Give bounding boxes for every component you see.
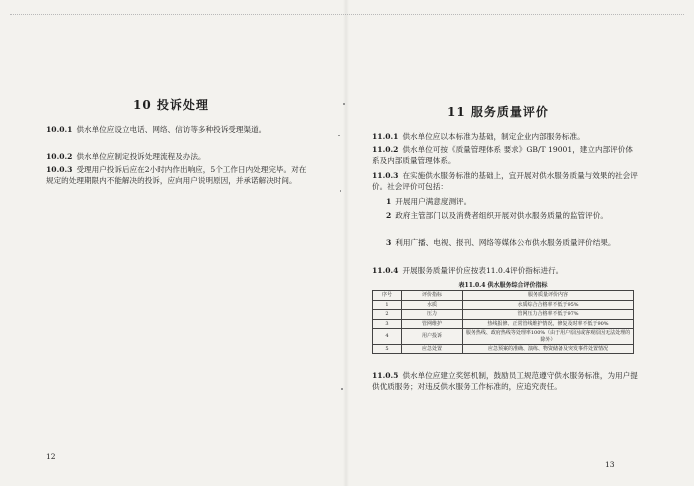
- scan-speck: [343, 103, 345, 105]
- list-item-1: [372, 196, 640, 207]
- clause-11-0-2: [372, 144, 640, 166]
- table-cell: 5: [373, 345, 402, 354]
- clause-text: 开展服务质量评价应按表11.0.4评价指标进行。: [402, 266, 564, 275]
- clause-number: 11.0.5: [372, 371, 399, 380]
- clause-text: 供水单位应制定投诉处理流程及办法。: [76, 152, 206, 161]
- list-text: 开展用户满意度测评。: [395, 197, 472, 206]
- list-text: 利用广播、电视、报刊、网络等媒体公布供水服务质量评价结果。: [395, 238, 616, 247]
- scan-speck: [338, 135, 340, 136]
- clause-number: 10.0.3: [46, 165, 73, 174]
- table-cell: 管网维护: [402, 319, 463, 328]
- table-cell: 用户投诉: [402, 329, 463, 345]
- list-number: 3: [386, 238, 392, 247]
- scan-speck: [340, 190, 341, 192]
- table-row: [373, 329, 634, 345]
- page-number-right: 13: [605, 460, 615, 469]
- list-item-3: [372, 237, 640, 248]
- evaluation-table: [372, 290, 634, 354]
- clause-text: 在实施供水服务标准的基础上，宜开展对供水服务质量与效果的社会评价。社会评价可包括：: [372, 171, 638, 191]
- table-row: [373, 301, 634, 310]
- clause-text: 供水单位应以本标准为基础，制定企业内部服务标准。: [402, 132, 585, 141]
- clause-10-0-2: [46, 151, 308, 162]
- table-cell: 服务热线、政府热线等处理率100%（由于用户原因或客观原因无法处理的除外）: [463, 329, 634, 345]
- clause-number: 10.0.2: [46, 152, 73, 161]
- scan-speck: [341, 388, 343, 390]
- header-cell: 服务质量评价内容: [463, 291, 634, 301]
- table-cell: 水质综合合格率不低于95%: [463, 301, 634, 310]
- list-text: 政府主管部门以及消费者组织开展对供水服务质量的监管评价。: [395, 211, 608, 220]
- clause-number: 11.0.4: [372, 266, 399, 275]
- clause-text: 供水单位可按《质量管理体系 要求》GB/T 19001，建立内部评价体系及内部质量管理体系。: [372, 145, 633, 165]
- header-cell: 评价指标: [402, 291, 463, 301]
- clause-text: 受理用户投诉后应在2小时内作出响应，5个工作日内处理完毕。对在规定的处理期限内不能解决的投诉，应向用户说明原因，并承诺解决时间。: [46, 165, 307, 185]
- clause-10-0-1: [46, 124, 308, 135]
- table-row: [373, 310, 634, 319]
- table-cell: 2: [373, 310, 402, 319]
- table-cell: 3: [373, 319, 402, 328]
- clause-number: 11.0.1: [372, 132, 399, 141]
- clause-text: 供水单位应建立奖惩机制，鼓励员工规范遵守供水服务标准，为用户提供优质服务；对违反供水服务工作标准的，应追究责任。: [372, 371, 638, 391]
- table-cell: 水质: [402, 301, 463, 310]
- clause-number: 10.0.1: [46, 125, 73, 134]
- list-number: 2: [386, 211, 392, 220]
- list-item-2: [372, 210, 640, 221]
- clause-number: 11.0.3: [372, 171, 399, 180]
- clause-11-0-4: [372, 265, 640, 276]
- header-cell: 序号: [373, 291, 402, 301]
- clause-text: 供水单位应设立电话、网络、信访等多种投诉受理渠道。: [76, 125, 267, 134]
- clause-11-0-5: [372, 370, 640, 392]
- table-cell: 应急处置: [402, 345, 463, 354]
- chapter-title-11: 11 服务质量评价: [447, 105, 549, 119]
- table-cell: 4: [373, 329, 402, 345]
- clause-number: 11.0.2: [372, 145, 399, 154]
- table-row: [373, 319, 634, 328]
- right-page: [347, 0, 694, 486]
- table-cell: 压力: [402, 310, 463, 319]
- clause-11-0-3: [372, 170, 640, 192]
- clause-10-0-3: [46, 164, 308, 186]
- page-number-left: 12: [46, 452, 56, 461]
- list-number: 1: [386, 197, 392, 206]
- table-cell: 1: [373, 301, 402, 310]
- clause-11-0-1: [372, 131, 640, 142]
- chapter-title-10: 10 投诉处理: [133, 98, 209, 112]
- table-cell: 应急预案的准确、演练、物资储备及突发事件处置情况: [463, 345, 634, 354]
- table-cell: 管网压力合格率不低于97%: [463, 310, 634, 319]
- table-caption: 表11.0.4 供水服务综合评价指标: [458, 282, 548, 289]
- table-cell: 热线报修、正常管线维护情况，修复及时率不低于90%: [463, 319, 634, 328]
- table-row: [373, 345, 634, 354]
- table-header-row: [373, 291, 634, 301]
